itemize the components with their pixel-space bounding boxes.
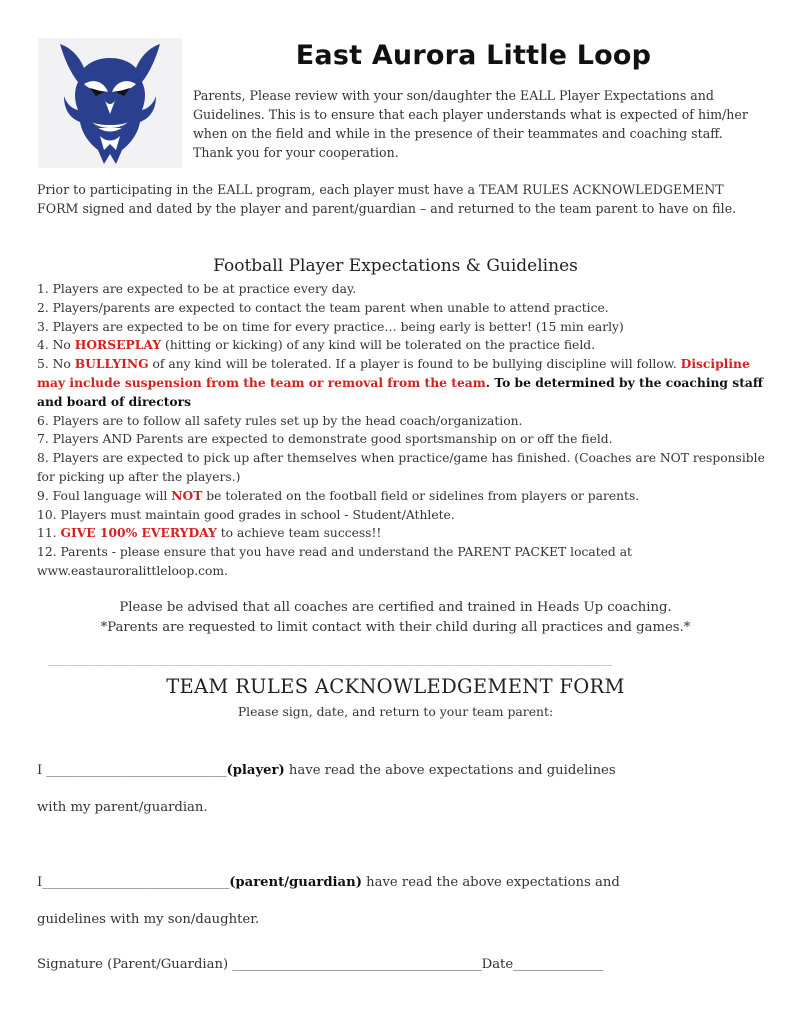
player-prefix: I xyxy=(37,763,47,778)
list-item: 6. Players are to follow all safety rules set up by the head coach/organization. xyxy=(37,413,523,428)
list-item: 7. Players AND Parents are expected to demonstrate good sportsmanship on or off the field. xyxy=(37,432,613,447)
parent-acknowledgement-continuation: guidelines with my son/daughter. xyxy=(37,912,260,927)
list-item-text: be tolerated on the football field or sidelines from players or parents. xyxy=(202,488,640,503)
expectations-heading: Football Player Expectations & Guidelines xyxy=(213,256,578,276)
player-acknowledgement-line xyxy=(37,763,757,778)
list-item: 12. Parents - please ensure that you have read and understand the PARENT PACKET located at www.eastauroralittleloop.com. xyxy=(37,545,632,578)
advisory-line: *Parents are requested to limit contact with their child during all practices and games.* xyxy=(100,620,691,635)
parent-name-field[interactable]: ___________________________ xyxy=(42,875,230,889)
list-item-text: 4. No xyxy=(37,338,75,353)
form-subtitle: Please sign, date, and return to your team parent: xyxy=(237,704,554,719)
list-item xyxy=(37,487,767,506)
horseplay-emphasis: HORSEPLAY xyxy=(74,337,162,353)
cut-line-divider: _________________________________________________________________________________________________ xyxy=(48,657,613,667)
list-item: 10. Players must maintain good grades in school - Student/Athlete. xyxy=(37,507,455,522)
date-field[interactable]: _____________ xyxy=(513,957,604,971)
give-100-emphasis: GIVE 100% EVERYDAY xyxy=(60,525,217,541)
list-item-text: to achieve team success!! xyxy=(216,526,382,541)
player-name-field[interactable]: __________________________ xyxy=(46,763,227,777)
expectations-list xyxy=(37,280,767,581)
form-title: TEAM RULES ACKNOWLEDGEMENT FORM xyxy=(166,675,625,698)
list-item: 3. Players are expected to be on time for every practice… being early is better! (15 min early) xyxy=(37,319,624,334)
signature-label: Signature (Parent/Guardian) xyxy=(37,957,233,972)
parent-label: (parent/guardian) xyxy=(229,875,362,890)
parent-prefix: I xyxy=(37,875,43,890)
list-item-text: (hitting or kicking) of any kind will be tolerated on the practice field. xyxy=(161,338,596,353)
blue-devil-logo xyxy=(38,38,182,168)
intro-paragraph: Parents, Please review with your son/daughter the EALL Player Expectations and Guidelines. This is to ensure that each player understands what is expected of him/her when on the field and while in the presence of their teammates and coaching staff. Thank you for your cooperation. xyxy=(193,88,748,160)
prior-note-paragraph: Prior to participating in the EALL program, each player must have a TEAM RULES ACKNOWLEDGEMENT FORM signed and dated by the player and parent/guardian – and returned to the team parent to have on file. xyxy=(37,182,737,216)
page-title: East Aurora Little Loop xyxy=(295,40,652,71)
signature-field[interactable]: ____________________________________ xyxy=(232,957,482,971)
parent-text: have read the above expectations and xyxy=(361,875,620,890)
list-item-text: 11. xyxy=(37,526,61,541)
discipline-emphasis: Discipline may include suspension from the team or removal from the team xyxy=(37,356,750,390)
list-item: 1. Players are expected to be at practice every day. xyxy=(37,282,357,296)
list-item-text: 5. No xyxy=(37,357,75,372)
list-item xyxy=(37,524,767,543)
advisory-line: Please be advised that all coaches are certified and trained in Heads Up coaching. xyxy=(119,600,672,615)
list-item-text: of any kind will be tolerated. If a player is found to be bullying discipline will follow. xyxy=(148,357,681,372)
signature-line xyxy=(37,957,757,972)
parent-acknowledgement-line xyxy=(37,875,757,890)
not-emphasis: NOT xyxy=(171,487,203,503)
player-text: have read the above expectations and guidelines xyxy=(284,763,616,778)
board-emphasis: . To be determined by the coaching staff and board of directors xyxy=(37,374,763,409)
player-acknowledgement-continuation: with my parent/guardian. xyxy=(37,800,208,815)
bullying-emphasis: BULLYING xyxy=(74,356,149,372)
date-label: Date xyxy=(481,957,514,972)
advisory-block xyxy=(0,598,791,638)
list-item: 2. Players/parents are expected to contact the team parent when unable to attend practice. xyxy=(37,300,609,315)
list-item xyxy=(37,355,767,411)
list-item-text: 9. Foul language will xyxy=(37,488,172,503)
list-item: 8. Players are expected to pick up after themselves when practice/game has finished. (Coaches are NOT responsible for picking up after the players.) xyxy=(37,451,765,484)
player-label: (player) xyxy=(226,763,285,778)
list-item xyxy=(37,336,767,355)
